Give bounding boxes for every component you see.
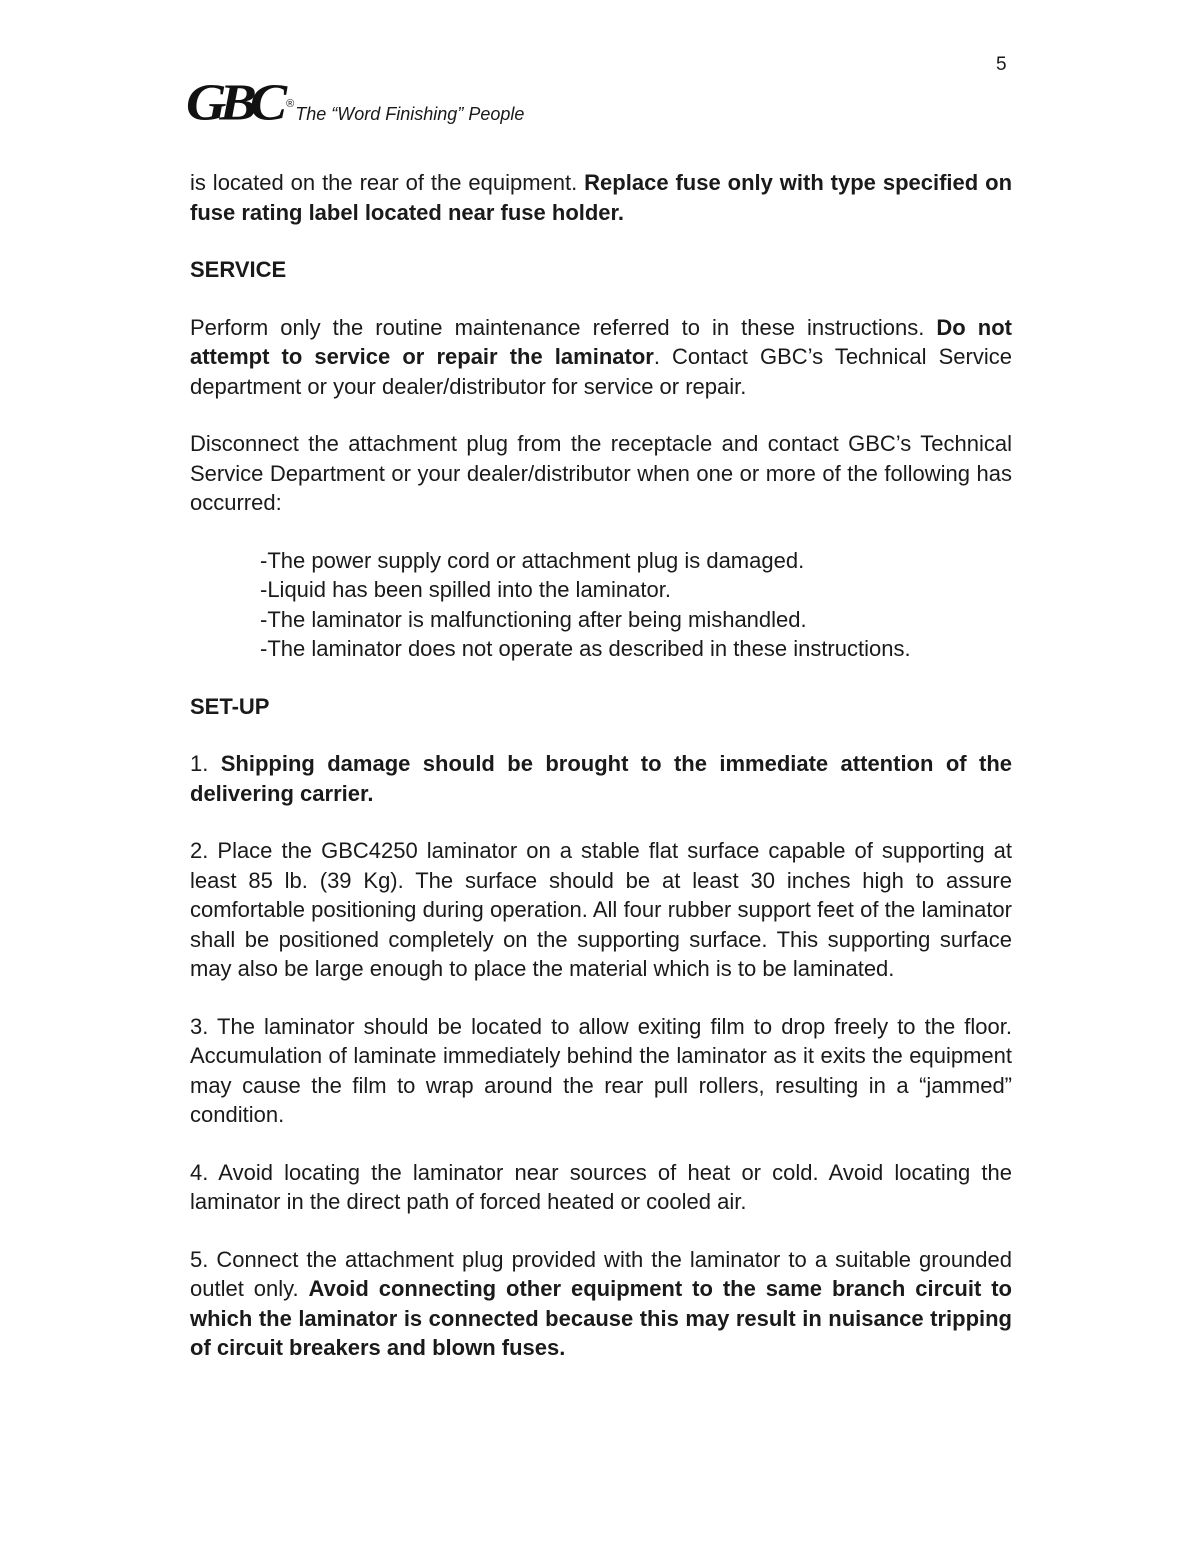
page-header — [186, 74, 525, 132]
setup-step-5: 5. Connect the attachment plug provided with the laminator to a suitable grounded outlet only. Avoid connecting other equipment to the same branch circuit to which the laminator is connected because this may result in nuisance tripping of circuit breakers and blown fuses. — [190, 1246, 1012, 1360]
gbc-logo: GBC — [186, 74, 281, 132]
registered-mark: ® — [286, 98, 295, 110]
page-number: 5 — [996, 54, 1007, 75]
fuse-paragraph: is located on the rear of the equipment. Replace fuse only with type specified on fuse rating label located near fuse holder. — [190, 170, 1013, 225]
service-heading: SERVICE — [190, 257, 287, 282]
service-paragraph-2: Disconnect the attachment plug from the receptacle and contact GBC’s Technical Service Department or your dealer/distributor when one or more of the following has occurred: — [190, 431, 1012, 515]
setup-step-1: 1. Shipping damage should be brought to the immediate attention of the delivering carrier. — [190, 751, 1012, 806]
service-paragraph-1: Perform only the routine maintenance referred to in these instructions. Do not attempt to service or repair the laminator. Contact GBC’s Technical Service department or your dealer/distributor for service or repair. — [190, 314, 1012, 399]
list-item: -Liquid has been spilled into the laminator. — [260, 577, 671, 602]
document-body — [190, 168, 1012, 1363]
setup-step-3: 3. The laminator should be located to allow exiting film to drop freely to the floor. Accumulation of laminate immediately behind the laminator as it exits the equipment may cause the film to wrap around the rear pull rollers, resulting in a “jammed” condition. — [190, 1013, 1012, 1127]
list-item: -The power supply cord or attachment plug is damaged. — [260, 547, 805, 573]
occurrence-list — [190, 546, 1012, 664]
list-item: -The laminator is malfunctioning after being mishandled. — [260, 606, 807, 632]
tagline: The “Word Finishing” People — [295, 104, 525, 124]
setup-step-2: 2. Place the GBC4250 laminator on a stable flat surface capable of supporting at least 85 lb. (39 Kg). The surface should be at least 30 inches high to assure comfortable positioning during operation. All four rubber support feet of the laminator shall be positioned completely on the supporting surface. This supporting surface may also be large enough to place the material which is to be laminated. — [190, 838, 1012, 981]
setup-heading: SET-UP — [190, 693, 270, 719]
setup-step-4: 4. Avoid locating the laminator near sources of heat or cold. Avoid locating the laminator in the direct path of forced heated or cooled air. — [190, 1159, 1012, 1214]
list-item: -The laminator does not operate as described in these instructions. — [260, 636, 911, 661]
